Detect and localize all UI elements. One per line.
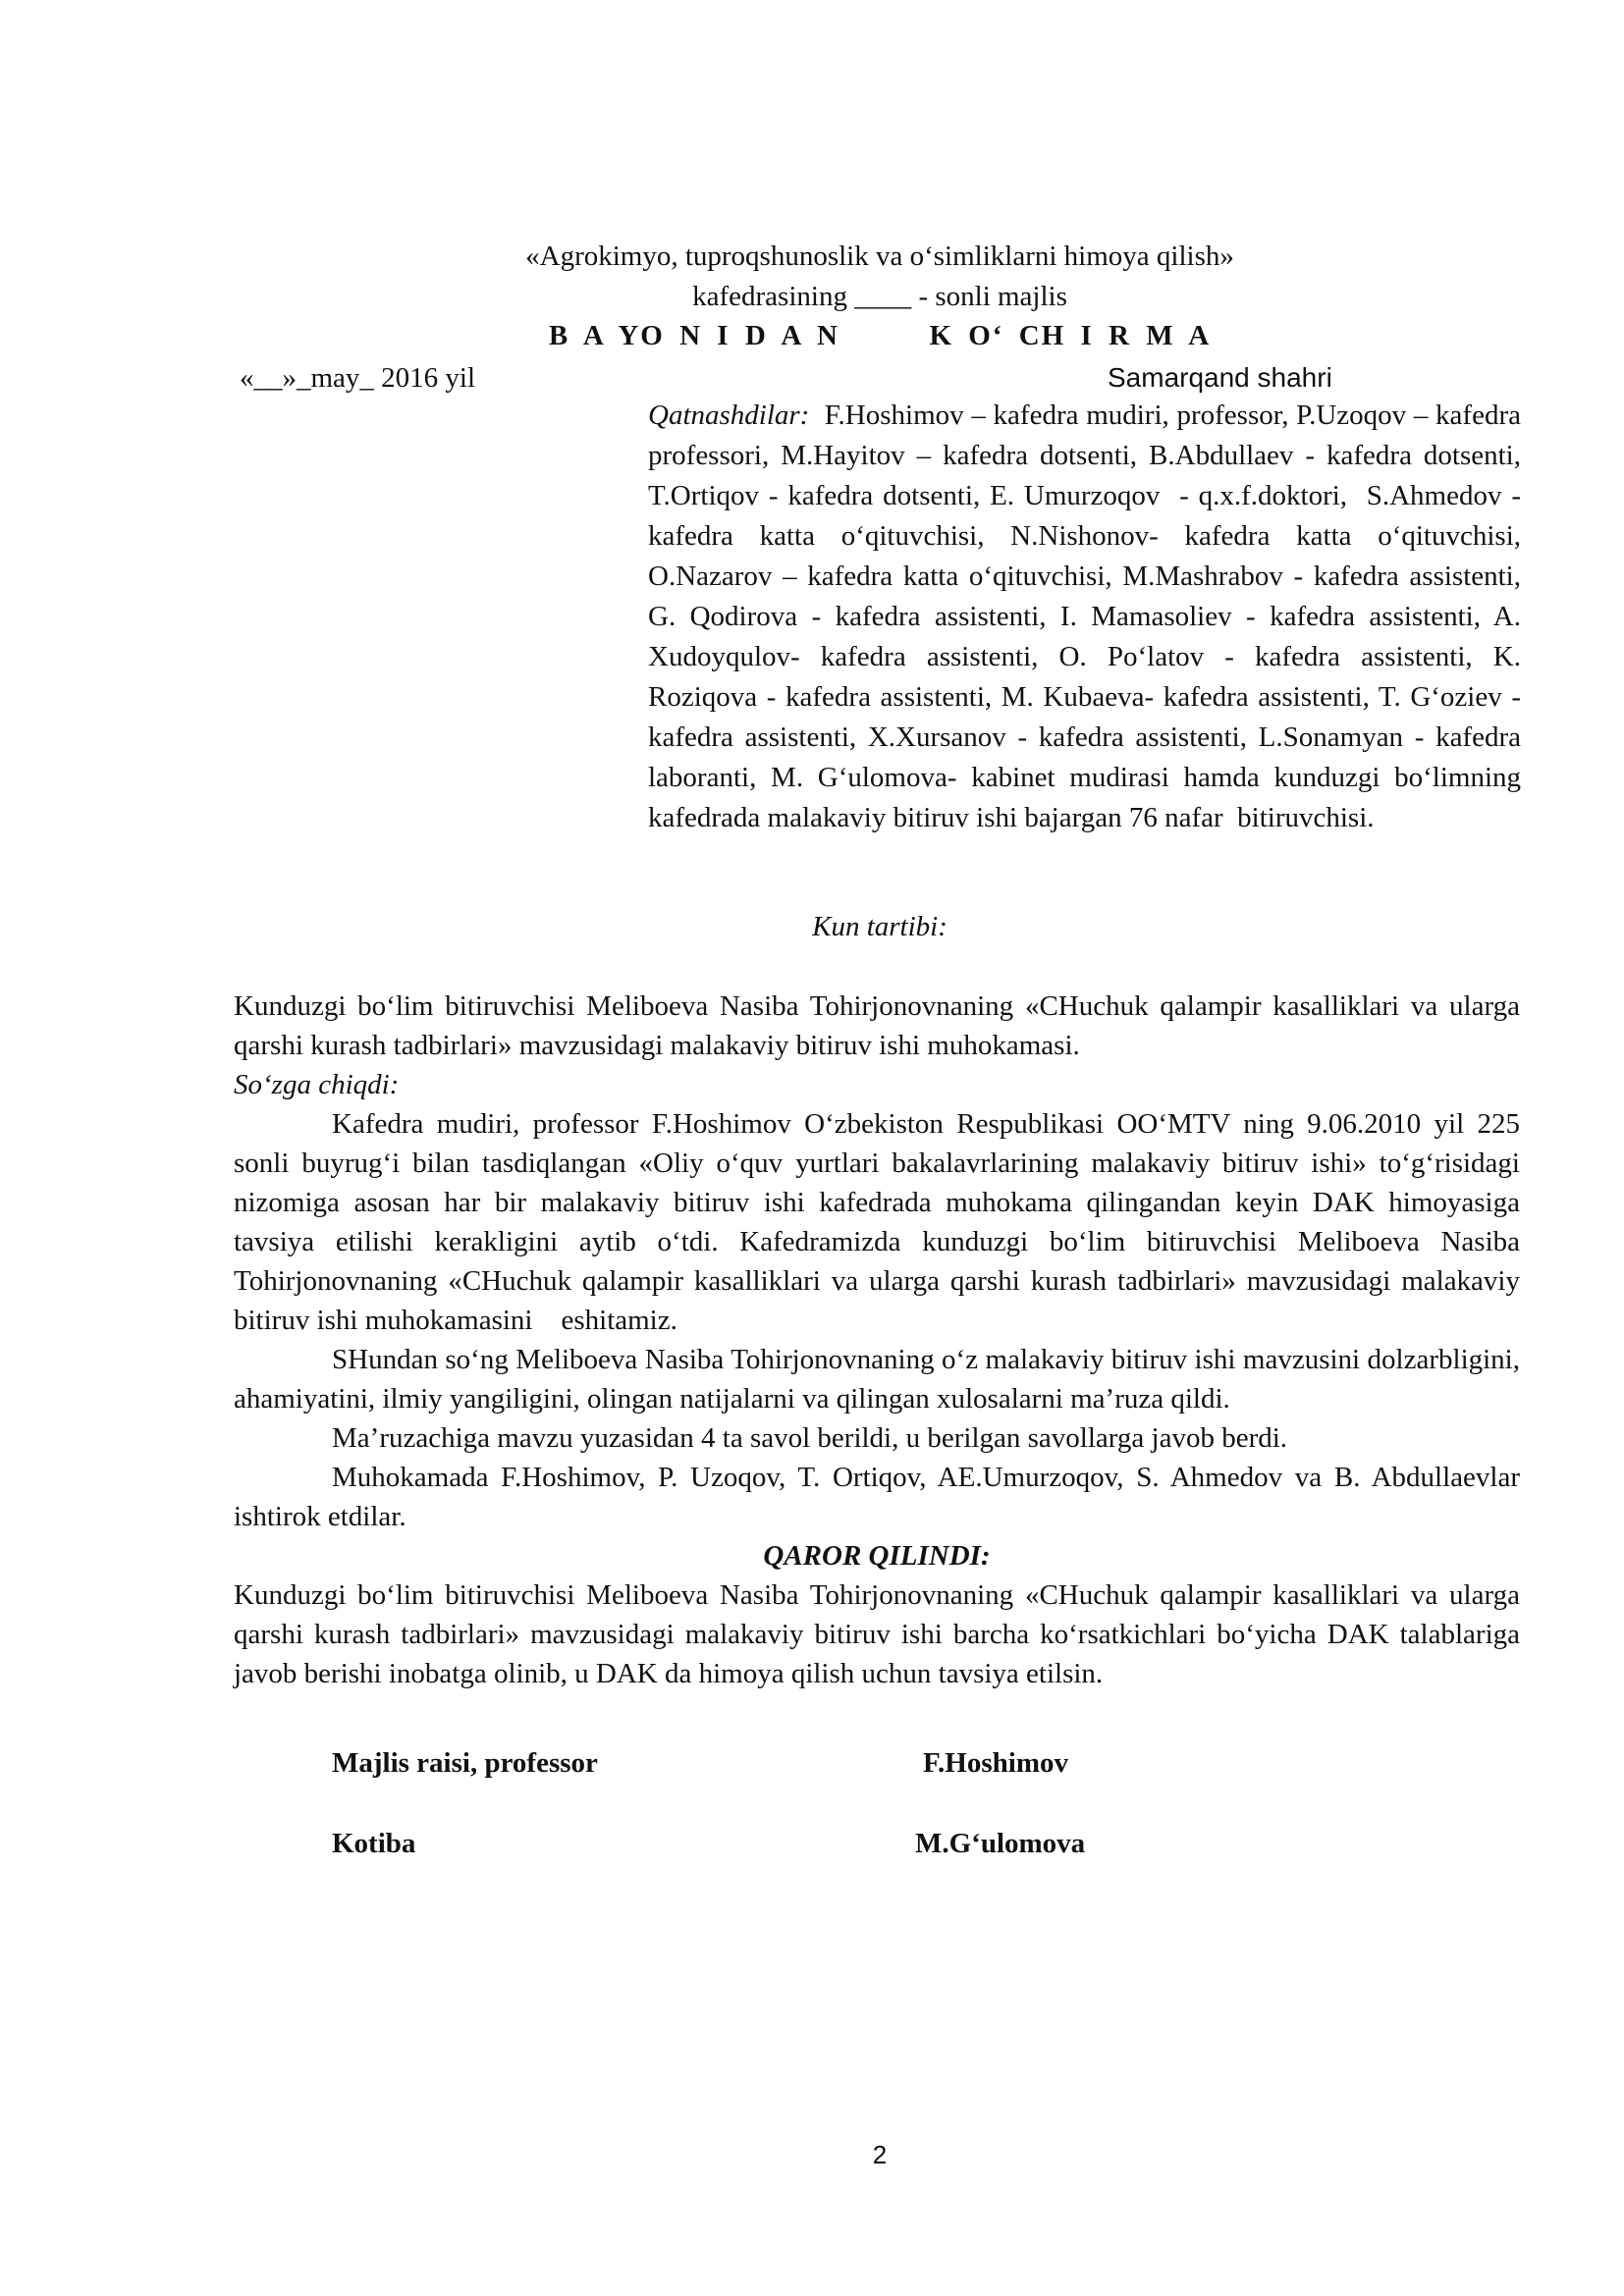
speech-paragraph-3: Ma’ruzachiga mavzu yuzasidan 4 ta savol berildi, u berilgan savollarga javob berdi. [332, 1422, 1288, 1454]
participants-label: Qatnashdilar: [648, 400, 810, 431]
secretary-label: Kotiba [332, 1828, 416, 1859]
speech-paragraph-1: Kafedra mudiri, professor F.Hoshimov O‘zbekiston Respublikasi OO‘MTV ning 9.06.2010 yil 225 sonli buyrug‘i bilan tasdiqlangan «Oliy o‘quv yurtlari bakalavrlarining malakaviy bitiruv ishi» to‘g‘risidagi nizomiga asosan har bir malakaviy bitiruv ishi kafedrada muhokama qilingandan keyin DAK himoyasiga tavsiya etilishi kerakligini aytib o‘tdi. Kafedramizda kunduzgi bo‘lim bitiruvchisi Meliboeva Nasiba Tohirjonovnaning «CHuchuk qalampir kasalliklari va ularga qarshi kurash tadbirlari» mavzusidagi malakaviy bitiruv ishi muhokamasini eshitamiz. [234, 1108, 1528, 1336]
participants-block [648, 396, 1529, 838]
participants-text: F.Hoshimov – kafedra mudiri, professor, P.Uzoqov – kafedra professori, M.Hayitov – kafedra dotsenti, B.Abdullaev - kafedra dotsenti, T.Ortiqov - kafedra dotsenti, E. Umurzoqov - q.x.f.doktori, S.Ahmedov - kafedra katta o‘qituvchisi, N.Nishonov- kafedra katta o‘qituvchisi, O.Nazarov – kafedra katta o‘qituvchisi, M.Mashrabov - kafedra assistenti, G. Qodirova - kafedra assistenti, I. Mamasoliev - kafedra assistenti, A. Xudoyqulov- kafedra assistenti, O. Po‘latov - kafedra assistenti, K. Roziqova - kafedra assistenti, M. Kubaeva- kafedra assistenti, T. G‘oziev - kafedra assistenti, X.Xursanov - kafedra assistenti, L.Sonamyan - kafedra laboranti, M. G‘ulomova- kabinet mudirasi hamda kunduzgi bo‘limning kafedrada malakaviy bitiruv ishi bajargan 76 nafar bitiruvchisi. [648, 400, 1529, 833]
speakers-label: So‘zga chiqdi: [234, 1069, 400, 1100]
chair-name: F.Hoshimov [923, 1747, 1068, 1779]
minutes-body [234, 987, 1528, 1693]
agenda-title: Kun tartibi: [812, 911, 947, 942]
decision-title: QAROR QILINDI: [763, 1540, 991, 1572]
agenda-text: Kunduzgi bo‘lim bitiruvchisi Meliboeva Nasiba Tohirjonovnaning «CHuchuk qalampir kasalliklari va ularga qarshi kurash tadbirlari» mavzusidagi malakaviy bitiruv ishi muhokamasi. [234, 990, 1520, 1061]
speech-paragraph-4: Muhokamada F.Hoshimov, P. Uzoqov, T. Ortiqov, AE.Umurzoqov, S. Ahmedov va B. Abdullaevlar ishtirok etdilar. [234, 1462, 1520, 1532]
department-name: «Agrokimyo, tuproqshunoslik va o‘simliklarni himoya qilish» [525, 240, 1234, 272]
decision-text: Kunduzgi bo‘lim bitiruvchisi Meliboeva Nasiba Tohirjonovnaning «CHuchuk qalampir kasalliklari va ularga qarshi kurash tadbirlari» mavzusidagi malakaviy bitiruv ishi barcha ko‘rsatkichlari bo‘yicha DAK talablariga javob berishi inobatga olinib, u DAK da himoya qilish uchun tavsiya etilsin. [234, 1579, 1520, 1689]
meeting-number-line: kafedrasining ____ - sonli majlis [692, 281, 1067, 312]
meeting-date: «__»_may_ 2016 yil [240, 362, 476, 394]
chair-label: Majlis raisi, professor [332, 1747, 598, 1779]
meeting-city: Samarqand shahri [1108, 362, 1332, 393]
page-number: 2 [872, 2140, 888, 2169]
speech-paragraph-2: SHundan so‘ng Meliboeva Nasiba Tohirjonovnaning o‘z malakaviy bitiruv ishi mavzusini dolzarbligini, ahamiyatini, ilmiy yangiligini, olingan natijalarni va qilingan xulosalarni ma’ruza qildi. [234, 1344, 1520, 1415]
secretary-name: M.G‘ulomova [915, 1828, 1086, 1859]
document-title: B A YO N I D A N K O‘ CH I R M A [548, 320, 1212, 351]
